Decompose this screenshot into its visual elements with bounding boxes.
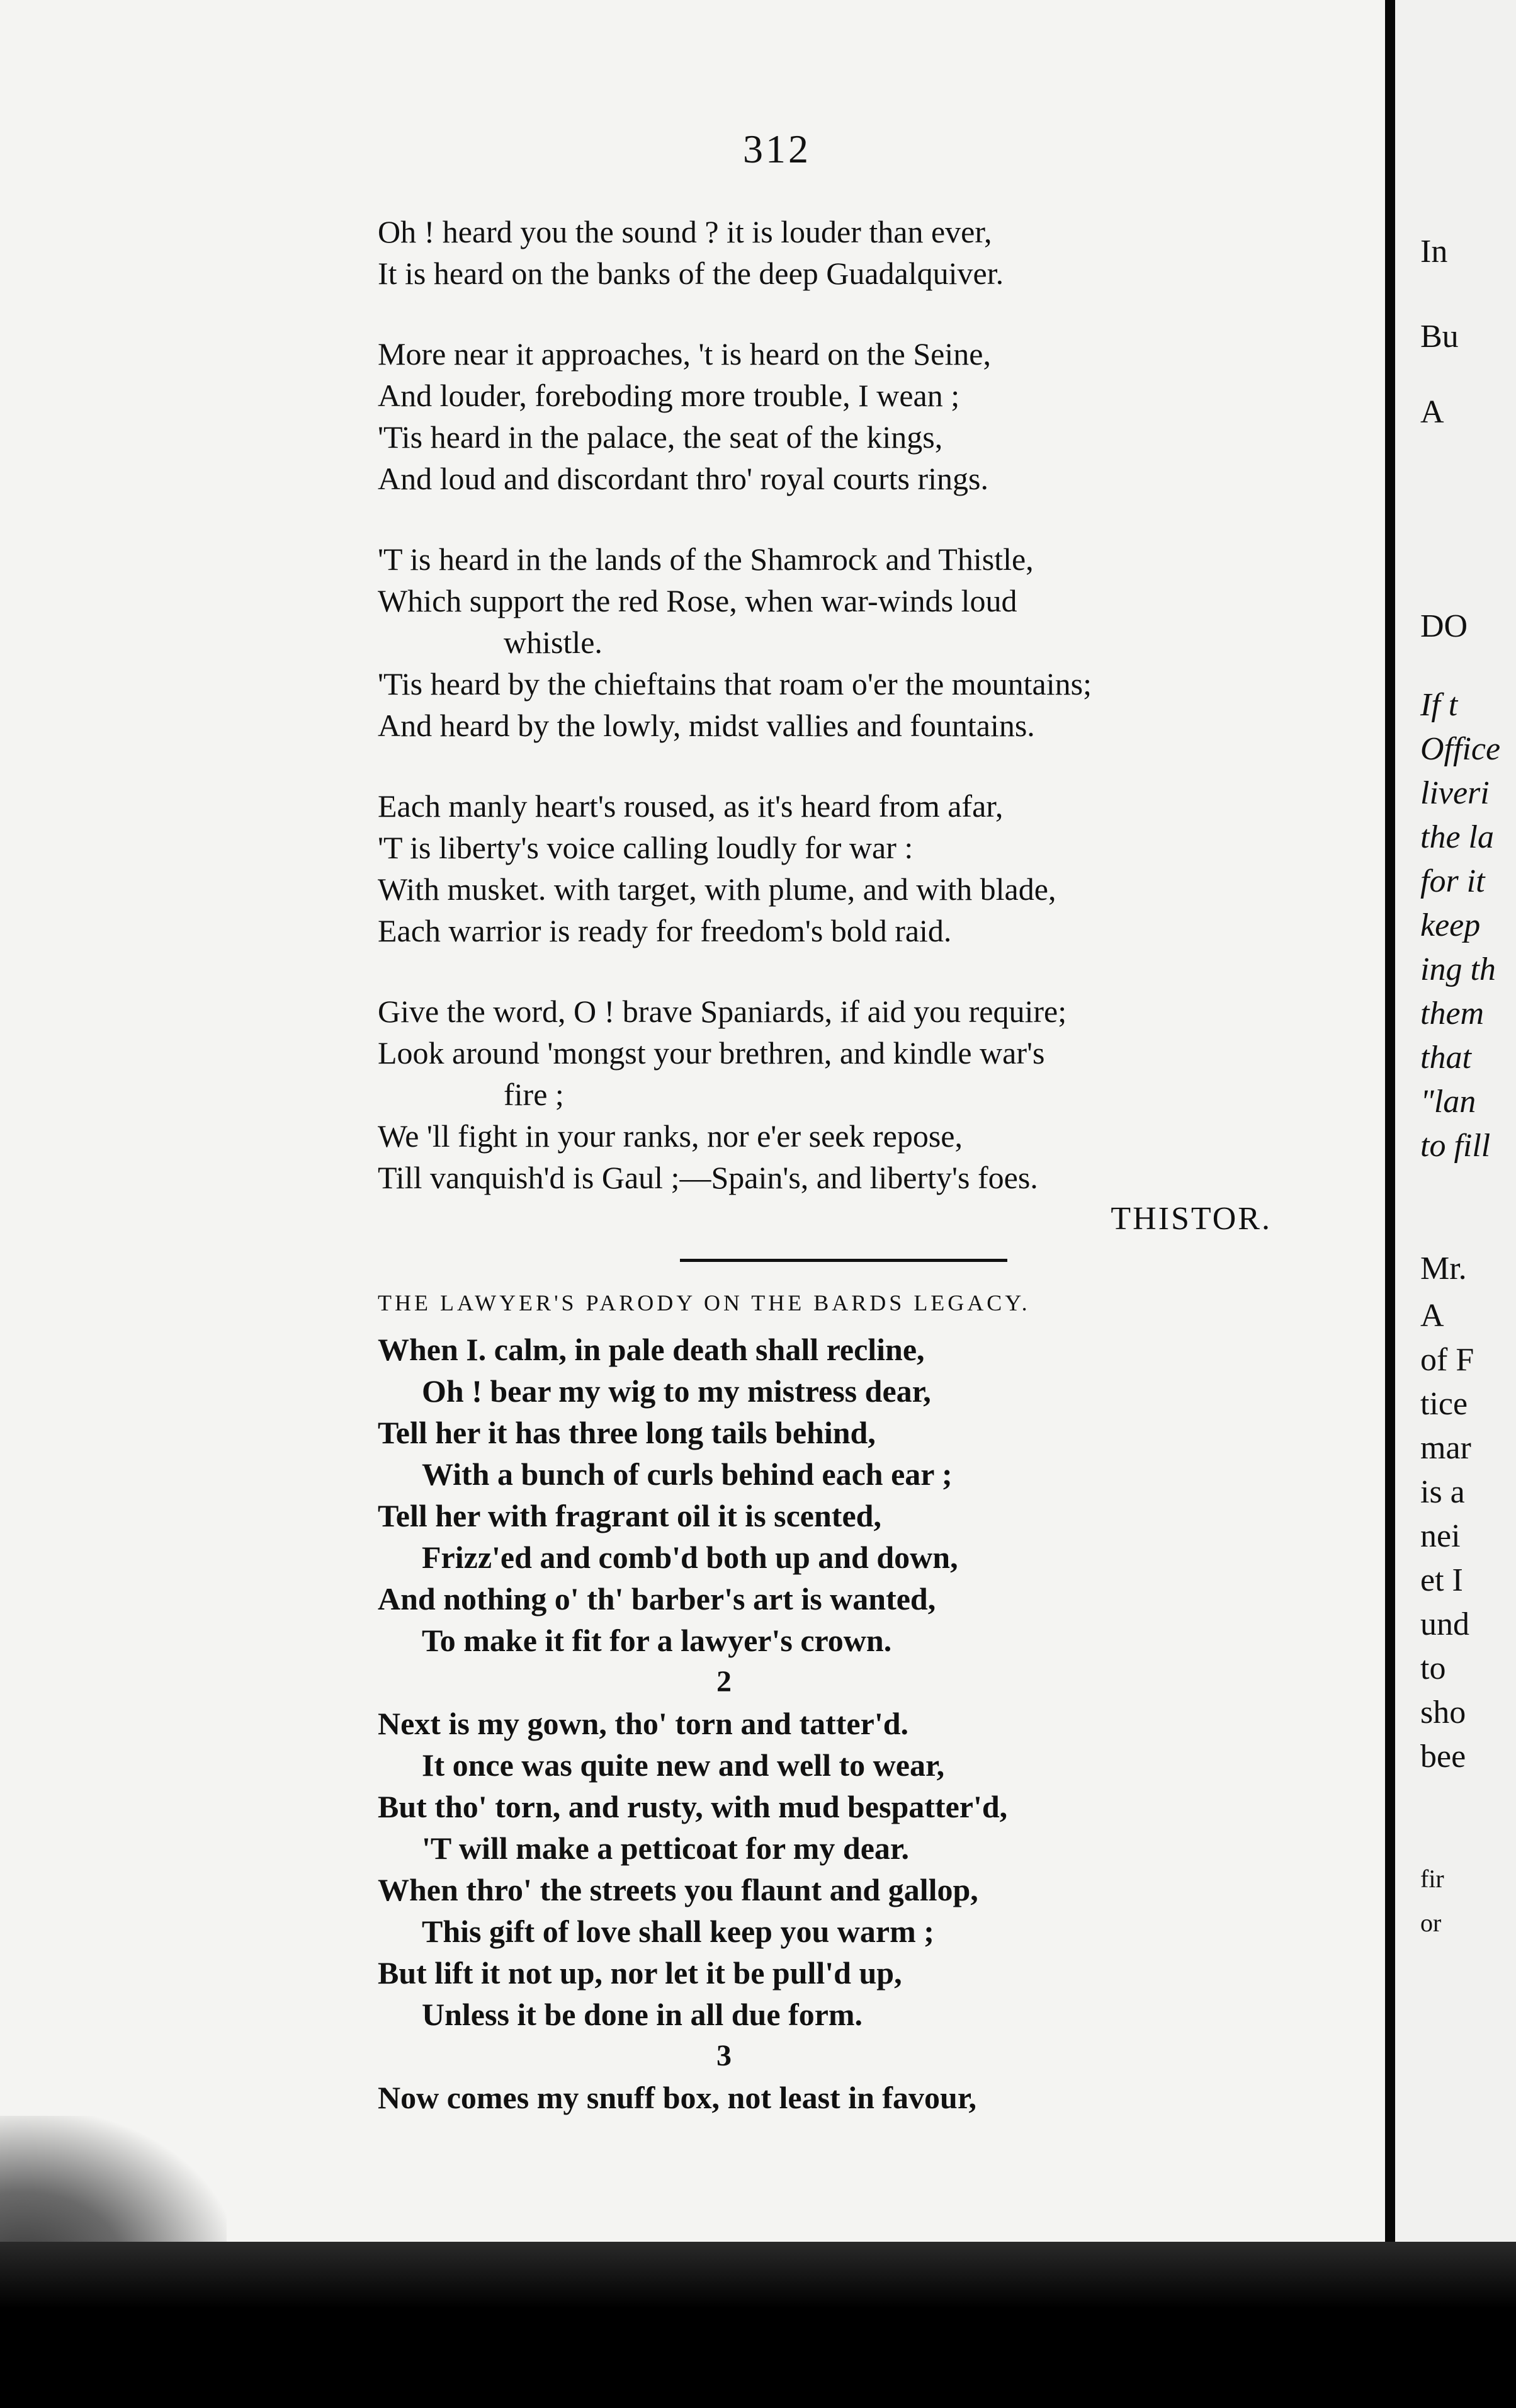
stanza-break bbox=[378, 294, 1284, 333]
poem-line: But lift it not up, nor let it be pull'd up, bbox=[378, 1955, 902, 1991]
facing-page-fragment: A bbox=[1420, 1298, 1444, 1334]
section-divider bbox=[680, 1259, 1007, 1262]
poem-line: Each manly heart's roused, as it's heard from afar, bbox=[378, 788, 1004, 824]
poem-line: Give the word, O ! brave Spaniards, if aid you require; bbox=[378, 994, 1067, 1029]
poem-line: 'T is heard in the lands of the Shamrock and Thistle, bbox=[378, 542, 1034, 577]
text-column bbox=[378, 211, 1284, 2118]
poem-line: This gift of love shall keep you warm ; bbox=[422, 1914, 934, 1949]
facing-page-fragment: und bbox=[1420, 1606, 1469, 1642]
poem-line: Now comes my snuff box, not least in favour, bbox=[378, 2080, 976, 2115]
facing-page-fragment: nei bbox=[1420, 1518, 1461, 1554]
facing-page-fragment: DO bbox=[1420, 608, 1468, 644]
poem-line: 'Tis heard by the chieftains that roam o'er the mountains; bbox=[378, 666, 1092, 701]
poem-line: Oh ! heard you the sound ? it is louder than ever, bbox=[378, 214, 992, 249]
facing-page-fragment: ing th bbox=[1420, 951, 1496, 987]
facing-page-fragment: of F bbox=[1420, 1342, 1474, 1378]
facing-page-fragment: A bbox=[1420, 394, 1444, 430]
poem-line: 'T will make a petticoat for my dear. bbox=[422, 1831, 909, 1866]
stanza-number: 2 bbox=[716, 1665, 732, 1698]
poem-line: 'Tis heard in the palace, the seat of the kings, bbox=[378, 419, 943, 455]
facing-page-fragment: to fill bbox=[1420, 1128, 1491, 1164]
facing-page-fragment: "lan bbox=[1420, 1084, 1476, 1120]
stanza-break bbox=[378, 499, 1284, 538]
facing-page-fragment: is a bbox=[1420, 1474, 1465, 1510]
poem-line: It once was quite new and well to wear, bbox=[422, 1747, 945, 1783]
poem-line: And loud and discordant thro' royal courts rings. bbox=[378, 461, 988, 496]
poem-line: And nothing o' th' barber's art is wanted, bbox=[378, 1581, 936, 1616]
facing-page-fragment: fir bbox=[1420, 1865, 1444, 1893]
poem-line: fire ; bbox=[504, 1077, 564, 1112]
poem-line: But tho' torn, and rusty, with mud bespatter'd, bbox=[378, 1789, 1008, 1824]
stanza-number: 3 bbox=[716, 2039, 732, 2072]
facing-page-fragment: for it bbox=[1420, 863, 1485, 899]
poem-line: We 'll fight in your ranks, nor e'er seek repose, bbox=[378, 1118, 963, 1154]
facing-page-fragment: to bbox=[1420, 1650, 1446, 1686]
facing-page-fragment: In bbox=[1420, 234, 1448, 270]
poem-line: Which support the red Rose, when war-winds loud bbox=[378, 583, 1017, 618]
facing-page-fragment: Bu bbox=[1420, 319, 1459, 355]
stanza-break bbox=[378, 951, 1284, 991]
poem-line: whistle. bbox=[504, 625, 602, 660]
facing-page-fragment: mar bbox=[1420, 1430, 1471, 1466]
facing-page-fragment: If t bbox=[1420, 687, 1458, 723]
poem-line: And heard by the lowly, midst vallies and fountains. bbox=[378, 708, 1035, 743]
poem-line: More near it approaches, 't is heard on the Seine, bbox=[378, 336, 991, 372]
poem-line: Frizz'ed and comb'd both up and down, bbox=[422, 1540, 958, 1575]
facing-page-fragment: the la bbox=[1420, 819, 1494, 855]
facing-page-fragment: them bbox=[1420, 996, 1485, 1031]
facing-page-fragment: sho bbox=[1420, 1695, 1466, 1730]
book-gutter bbox=[1385, 0, 1395, 2248]
poem-line: With a bunch of curls behind each ear ; bbox=[422, 1457, 953, 1492]
poem-signature: THISTOR. bbox=[1111, 1201, 1272, 1237]
parody-title: THE LAWYER'S PARODY ON THE BARDS LEGACY. bbox=[378, 1290, 1031, 1315]
stanza-break bbox=[378, 746, 1284, 785]
facing-page-fragment: Office bbox=[1420, 731, 1501, 767]
poem-line: To make it fit for a lawyer's crown. bbox=[422, 1623, 892, 1658]
facing-page-fragment: bee bbox=[1420, 1739, 1466, 1775]
facing-page-fragment: et I bbox=[1420, 1562, 1463, 1598]
poem-line: Tell her it has three long tails behind, bbox=[378, 1415, 876, 1450]
poem-thistor bbox=[378, 211, 1284, 1198]
poem-line: And louder, foreboding more trouble, I wean ; bbox=[378, 378, 960, 413]
poem-line: With musket. with target, with plume, and with blade, bbox=[378, 872, 1056, 907]
facing-page-fragment: or bbox=[1420, 1909, 1442, 1937]
page-number: 312 bbox=[743, 127, 811, 171]
poem-line: Next is my gown, tho' torn and tatter'd. bbox=[378, 1706, 909, 1741]
facing-page-fragment: liveri bbox=[1420, 775, 1490, 811]
poem-line: Each warrior is ready for freedom's bold raid. bbox=[378, 913, 952, 948]
poem-line: 'T is liberty's voice calling loudly for war : bbox=[378, 830, 914, 865]
poem-line: Unless it be done in all due form. bbox=[422, 1997, 863, 2032]
poem-line: Till vanquish'd is Gaul ;—Spain's, and liberty's foes. bbox=[378, 1160, 1038, 1195]
facing-page-fragment: that bbox=[1420, 1040, 1471, 1076]
poem-line: Tell her with fragrant oil it is scented, bbox=[378, 1498, 881, 1533]
poem-line: Oh ! bear my wig to my mistress dear, bbox=[422, 1373, 931, 1409]
poem-line: When I. calm, in pale death shall recline, bbox=[378, 1332, 925, 1367]
poem-line: It is heard on the banks of the deep Guadalquiver. bbox=[378, 256, 1004, 291]
scan-bottom-edge bbox=[0, 2242, 1516, 2408]
poem-lawyers-parody bbox=[378, 1329, 1284, 2118]
facing-page-fragment: Mr. bbox=[1420, 1251, 1467, 1286]
facing-page-fragment: tice bbox=[1420, 1386, 1468, 1422]
poem-line: When thro' the streets you flaunt and gallop, bbox=[378, 1872, 978, 1907]
facing-page-fragment: keep bbox=[1420, 907, 1481, 943]
poem-line: Look around 'mongst your brethren, and kindle war's bbox=[378, 1035, 1045, 1071]
